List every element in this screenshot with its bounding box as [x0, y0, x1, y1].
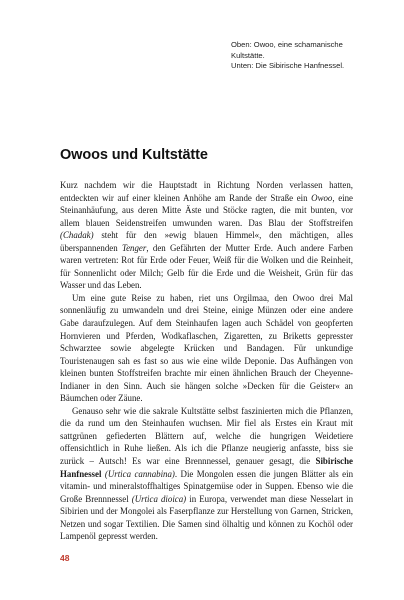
paragraph: Kurz nachdem wir die Hauptstadt in Richtung Norden verlassen hatten, entdeckten wir auf einer kleinen Anhöhe am Rande der Straße ein Owoo, eine Steinanhäufung, aus deren Mitte Äste und Stöcke ragten, die mit bunten, vor allem blauen Seidenstreifen umwunden waren. Das Blau der Stoffstreifen (Chadak) steht für den »ewig blauen Himmel«, den mächtigen, alles überspannenden Tenger, den Gefährten der Mutter Erde. Auch andere Farben waren vertreten: Rot für Erde oder Feuer, Weiß für die Wolken und die Reinheit, für Sonnenlicht oder Milch; Gelb für die Erde und die Weisheit, Grün für das Wasser und das Leben.	[60, 180, 353, 291]
latin-name: (Urtica cannabina)	[104, 468, 175, 479]
image-caption	[231, 40, 391, 72]
body-text	[60, 179, 353, 543]
caption-line: Oben: Owoo, eine schamanische	[231, 40, 343, 49]
page-number: 48	[60, 553, 70, 563]
term-owoo: Owoo	[311, 192, 333, 203]
caption-line: Unten: Die Sibirische Hanfnessel.	[231, 61, 345, 71]
term-chadak: (Chadak)	[60, 230, 94, 241]
section-heading: Owoos und Kultstätte	[60, 147, 208, 163]
caption-line: Kultstätte.	[231, 50, 265, 60]
plant-name: Sibirische Hanfnessel	[60, 456, 353, 479]
term-tenger: Tenger	[122, 242, 147, 253]
paragraph: Genauso sehr wie die sakrale Kultstätte selbst faszinierten mich die Pflanzen, die da rund um den Steinhaufen wuchsen. Mir fiel als Erstes ein Kraut mit sattgrünen gefiederten Blättern auf, welche die hungrigen Weidetiere offensichtlich in Ruhe ließen. Als ich die Pflanze neugierig anfasste, biss sie zurück – Autsch! Es war eine Brennnessel, genauer gesagt, die Sibirische Hanfnessel (Urtica cannabina). Die Mongolen essen die jungen Blätter als ein vitamin- und mineralstoffhaltiges Spinatgemüse oder in Suppen. Ebenso wie die Große Brennnessel (Urtica dioica) in Europa, verwendet man diese Nesselart in Sibirien und der Mongolei als Faserpflanze zur Herstellung von Garnen, Stricken, Netzen und sogar Textilien. Die Samen sind ölhaltig und können zu Kochöl oder Lampenöl gepresst werden.	[60, 405, 354, 542]
latin-name: (Urtica dioica)	[131, 493, 187, 504]
paragraph: Um eine gute Reise zu haben, riet uns Orgilmaa, den Owoo drei Mal sonnenläufig zu umwandeln und drei Steine, einige Münzen oder eine andere Gabe daraufzulegen. Auf dem Steinhaufen lagen auch Schädel von geopferten Hornvieren und Pferden, Wodkaflaschen, Zigaretten, zu Briketts gepresster Schwarztee sowie abgelegte Krücken und Bandagen. Für unkundige Touristenaugen sah es fast so aus wie eine wilde Deponie. Das Aufhängen von kleinen bunten Stoffstreifen brachte mir einen ähnlichen Brauch der Cheyenne-Indianer in den Sinn. Auch sie hängen solche »Decken für die Geister« an Bäumchen oder Zäune.	[60, 292, 353, 404]
